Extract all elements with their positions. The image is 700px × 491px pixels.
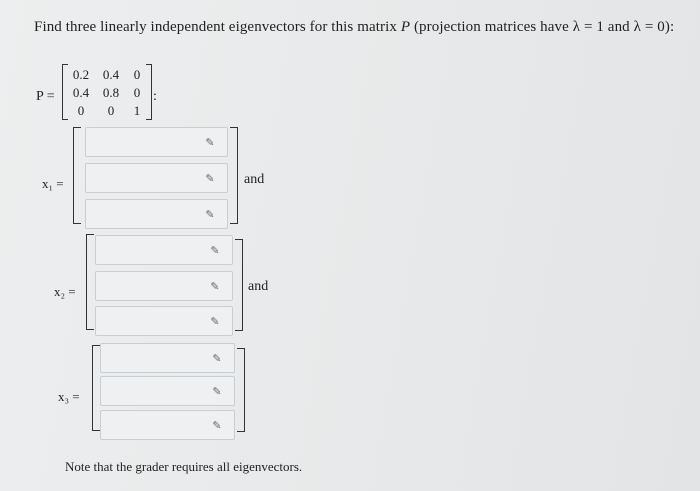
vector-x1-entry-3[interactable] <box>85 199 228 229</box>
vector-x3-entry-2[interactable] <box>100 376 235 406</box>
matrix-cell: 0 <box>77 103 85 118</box>
matrix-p <box>62 64 152 120</box>
matrix-trailer: : <box>153 89 157 104</box>
matrix-cell: 0.4 <box>72 85 90 100</box>
pencil-icon[interactable]: ✎ <box>210 280 220 293</box>
matrix-cell: 0.2 <box>72 67 90 82</box>
matrix-cell: 0 <box>133 67 141 82</box>
right-bracket <box>235 239 243 331</box>
left-bracket <box>73 127 81 224</box>
vector-x2-entry-2[interactable] <box>95 271 233 301</box>
matrix-cell: 0.8 <box>102 85 120 100</box>
connector-and: and <box>248 279 269 294</box>
matrix-label: P = <box>36 89 55 104</box>
pencil-icon[interactable]: ✎ <box>205 172 215 185</box>
vector-x1-entry-2[interactable] <box>85 163 228 193</box>
matrix-cell: 0.4 <box>102 67 120 82</box>
vector-x2-entry-3[interactable] <box>95 306 233 336</box>
pencil-icon[interactable]: ✎ <box>210 244 220 257</box>
pencil-icon[interactable]: ✎ <box>212 385 222 398</box>
pencil-icon[interactable]: ✎ <box>212 419 222 432</box>
pencil-icon[interactable]: ✎ <box>212 352 222 365</box>
pencil-icon[interactable]: ✎ <box>205 136 215 149</box>
vector-x3-entry-3[interactable] <box>100 410 235 440</box>
grader-note: Note that the grader requires all eigenvectors. <box>65 459 303 474</box>
question-text <box>34 19 674 36</box>
vector-label-x1: x₁ = <box>42 176 64 191</box>
matrix-cell: 1 <box>133 103 141 118</box>
question-variable: P <box>400 19 411 35</box>
connector-and: and <box>244 172 265 187</box>
right-bracket <box>230 127 238 224</box>
matrix-cell: 0 <box>107 103 115 118</box>
vector-label-x3: x₃ = <box>58 389 80 404</box>
pencil-icon[interactable]: ✎ <box>205 208 215 221</box>
left-bracket <box>86 234 94 330</box>
vector-x2-entry-1[interactable] <box>95 235 233 265</box>
vector-label-x2: x₂ = <box>54 284 76 299</box>
vector-x1-entry-1[interactable] <box>85 127 228 157</box>
left-bracket <box>92 345 100 431</box>
pencil-icon[interactable]: ✎ <box>210 315 220 328</box>
question-suffix: (projection matrices have λ = 1 and λ = 0): <box>410 19 675 35</box>
vector-x3-entry-1[interactable] <box>100 343 235 373</box>
question-prefix: Find three linearly independent eigenvectors for this matrix <box>34 19 401 35</box>
right-bracket <box>237 348 245 432</box>
matrix-cell: 0 <box>133 85 141 100</box>
